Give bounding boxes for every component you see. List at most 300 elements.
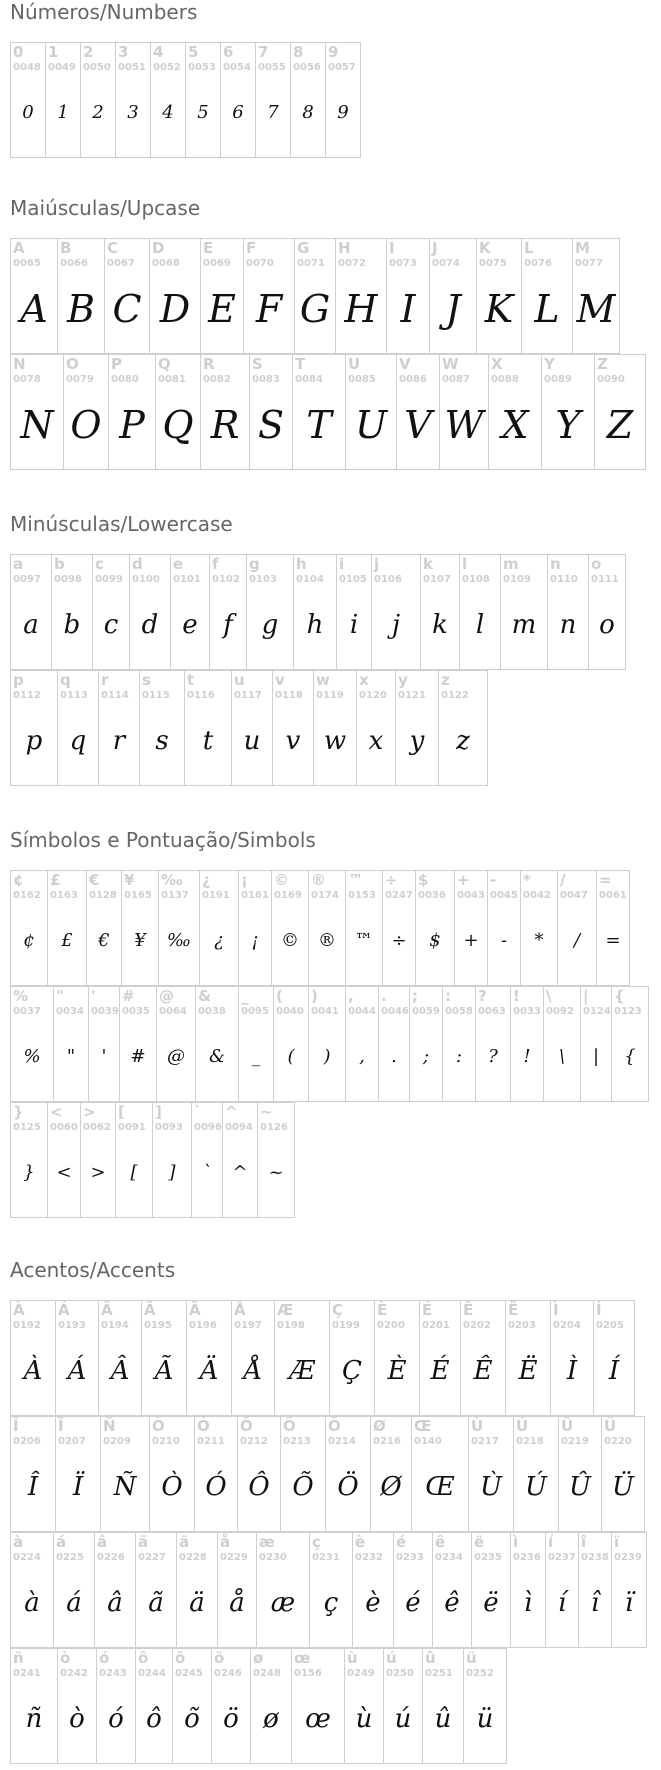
glyph-code: 0225 <box>56 1552 84 1563</box>
glyph-code: 0047 <box>560 890 588 901</box>
glyph-sample: ü <box>476 1704 494 1734</box>
glyph-code: 0125 <box>13 1122 41 1133</box>
glyph-label: Û <box>561 1417 574 1435</box>
glyph-cell <box>545 1532 579 1648</box>
glyph-code: 0112 <box>13 690 41 701</box>
glyph-sample: Â <box>110 1356 130 1386</box>
glyph-label: m <box>503 555 519 573</box>
glyph-cell <box>209 554 247 670</box>
glyph-code: 0156 <box>294 1668 322 1679</box>
glyph-cell <box>572 238 620 354</box>
glyph-cell <box>10 1300 56 1416</box>
glyph-cell <box>558 1416 602 1532</box>
glyph-code: 0113 <box>60 690 88 701</box>
glyph-code: 0070 <box>246 258 274 269</box>
glyph-sample: t <box>202 726 214 756</box>
glyph-code: 0193 <box>58 1320 86 1331</box>
glyph-sample: . <box>391 1046 397 1067</box>
glyph-code: 0040 <box>276 1006 304 1017</box>
glyph-code: 0086 <box>399 374 427 385</box>
glyph-code: 0201 <box>422 1320 450 1331</box>
glyph-cell <box>335 238 387 354</box>
glyph-label: P <box>111 355 122 373</box>
glyph-cell <box>186 1300 232 1416</box>
glyph-code: 0088 <box>491 374 519 385</box>
glyph-label: t <box>187 671 195 689</box>
glyph-sample: n <box>559 610 577 640</box>
glyph-code: 0203 <box>508 1320 536 1331</box>
glyph-sample: P <box>119 403 145 447</box>
glyph-cell <box>290 42 326 158</box>
glyph-code: 0197 <box>234 1320 262 1331</box>
glyph-label: / <box>560 871 566 889</box>
glyph-label: $ <box>418 871 429 889</box>
glyph-label: 8 <box>293 43 304 61</box>
glyph-sample: a <box>23 610 39 640</box>
glyph-label: F <box>246 239 257 257</box>
glyph-code: 0060 <box>50 1122 78 1133</box>
glyph-label: î <box>581 1533 587 1551</box>
glyph-code: 0079 <box>66 374 94 385</box>
glyph-cell <box>184 670 232 786</box>
glyph-label: Ó <box>197 1417 210 1435</box>
glyph-label: Á <box>58 1301 70 1319</box>
glyph-label: % <box>13 987 29 1005</box>
glyph-code: 0034 <box>56 1006 84 1017</box>
glyph-code: 0054 <box>223 62 251 73</box>
glyph-code: 0092 <box>546 1006 574 1017</box>
glyph-code: 0234 <box>435 1552 463 1563</box>
glyph-code: 0214 <box>328 1436 356 1447</box>
glyph-label: Ç <box>332 1301 344 1319</box>
glyph-label: é <box>396 1533 407 1551</box>
glyph-sample: u <box>243 726 261 756</box>
glyph-sample: ¿ <box>214 930 224 951</box>
glyph-code: 0055 <box>258 62 286 73</box>
glyph-sample: I <box>400 287 416 331</box>
glyph-cell <box>80 1102 116 1218</box>
glyph-sample: E <box>208 287 236 331</box>
glyph-label: D <box>152 239 165 257</box>
glyph-label: ¢ <box>13 871 24 889</box>
glyph-label: ] <box>155 1103 162 1121</box>
glyph-sample: Z <box>606 403 634 447</box>
glyph-cell <box>135 1648 173 1764</box>
glyph-label: Œ <box>414 1417 432 1435</box>
glyph-code: 0195 <box>144 1320 172 1331</box>
glyph-code: 0218 <box>516 1436 544 1447</box>
glyph-sample: H <box>344 287 378 331</box>
glyph-sample: % <box>23 1046 41 1067</box>
glyph-label: â <box>97 1533 108 1551</box>
glyph-cell <box>108 354 156 470</box>
glyph-sample: x <box>368 726 384 756</box>
glyph-code: 0230 <box>259 1552 287 1563</box>
glyph-code: 0036 <box>418 890 446 901</box>
glyph-label: z <box>441 671 450 689</box>
glyph-sample: ‰ <box>166 930 192 951</box>
glyph-code: 0207 <box>58 1436 86 1447</box>
glyph-sample: b <box>63 610 81 640</box>
glyph-cell <box>195 986 239 1102</box>
glyph-cell <box>274 1300 330 1416</box>
glyph-sample: ¥ <box>134 930 146 951</box>
glyph-cell <box>149 1416 195 1532</box>
glyph-label: 1 <box>48 43 59 61</box>
glyph-label: A <box>13 239 25 257</box>
glyph-label: Ë <box>508 1301 519 1319</box>
glyph-label: # <box>122 987 135 1005</box>
glyph-cell <box>10 238 58 354</box>
glyph-code: 0089 <box>544 374 572 385</box>
glyph-cell <box>463 1648 507 1764</box>
glyph-cell <box>291 1648 345 1764</box>
glyph-cell <box>10 1102 48 1218</box>
glyph-cell <box>243 238 295 354</box>
glyph-code: 0046 <box>381 1006 409 1017</box>
glyph-label: á <box>56 1533 67 1551</box>
glyph-sample: ÷ <box>391 930 407 951</box>
glyph-cell <box>211 1648 251 1764</box>
glyph-cell <box>272 670 314 786</box>
glyph-code: 0082 <box>203 374 231 385</box>
glyph-cell <box>442 986 476 1102</box>
glyph-label: & <box>198 987 212 1005</box>
glyph-label: ; <box>412 987 418 1005</box>
section-title: Minúsculas/Lowercase <box>10 512 233 536</box>
glyph-sample: K <box>484 287 514 331</box>
glyph-label: ö <box>214 1649 225 1667</box>
glyph-sample: C <box>112 287 142 331</box>
glyph-cell <box>231 670 273 786</box>
glyph-label: ‰ <box>161 871 183 889</box>
glyph-code: 0073 <box>389 258 417 269</box>
glyph-label: } <box>13 1103 24 1121</box>
glyph-sample: > <box>90 1162 106 1183</box>
glyph-label: k <box>423 555 433 573</box>
glyph-cell <box>255 42 291 158</box>
glyph-label: Î <box>13 1417 19 1435</box>
glyph-label: 0 <box>13 43 24 61</box>
glyph-code: 0090 <box>597 374 625 385</box>
glyph-row <box>10 1102 295 1218</box>
glyph-cell <box>199 870 239 986</box>
glyph-cell <box>47 1102 81 1218</box>
glyph-sample: 2 <box>92 102 104 123</box>
glyph-code: 0041 <box>311 1006 339 1017</box>
glyph-label: Ô <box>240 1417 253 1435</box>
glyph-code: 0137 <box>161 890 189 901</box>
glyph-cell <box>55 1416 101 1532</box>
glyph-sample: Œ <box>425 1472 455 1502</box>
glyph-code: 0101 <box>173 574 201 585</box>
glyph-code: 0119 <box>316 690 344 701</box>
glyph-cell <box>271 870 309 986</box>
glyph-label: ù <box>347 1649 358 1667</box>
glyph-sample: , <box>359 1046 365 1067</box>
glyph-sample: ] <box>168 1162 176 1183</box>
glyph-sample: i <box>349 610 359 640</box>
glyph-code: 0098 <box>54 574 82 585</box>
glyph-label: 5 <box>188 43 199 61</box>
glyph-sample: 8 <box>302 102 314 123</box>
glyph-sample: k <box>432 610 448 640</box>
glyph-cell <box>476 238 522 354</box>
glyph-label: ø <box>253 1649 264 1667</box>
glyph-label: \ <box>546 987 552 1005</box>
glyph-code: 0099 <box>95 574 123 585</box>
glyph-cell <box>386 238 430 354</box>
glyph-code: 0087 <box>442 374 470 385</box>
glyph-row <box>10 42 361 158</box>
glyph-code: 0209 <box>103 1436 131 1447</box>
glyph-cell <box>88 986 120 1102</box>
glyph-sample: g <box>261 610 279 640</box>
glyph-code: 0068 <box>152 258 180 269</box>
glyph-sample: œ <box>305 1704 331 1734</box>
glyph-sample: h <box>306 610 324 640</box>
glyph-code: 0039 <box>91 1006 119 1017</box>
glyph-code: 0174 <box>311 890 339 901</box>
glyph-cell <box>336 554 372 670</box>
glyph-label: X <box>491 355 503 373</box>
glyph-sample: y <box>409 726 425 756</box>
glyph-label: s <box>142 671 151 689</box>
glyph-label: € <box>89 871 100 889</box>
glyph-code: 0211 <box>197 1436 225 1447</box>
glyph-label: q <box>60 671 71 689</box>
glyph-code: 0049 <box>48 62 76 73</box>
glyph-code: 0105 <box>339 574 367 585</box>
glyph-cell <box>588 554 626 670</box>
glyph-code: 0237 <box>548 1552 576 1563</box>
glyph-label: { <box>614 987 625 1005</box>
glyph-sample: Á <box>67 1356 87 1386</box>
glyph-code: 0035 <box>122 1006 150 1017</box>
glyph-label: 3 <box>118 43 129 61</box>
glyph-sample: = <box>605 930 621 951</box>
glyph-code: 0198 <box>277 1320 305 1331</box>
glyph-code: 0050 <box>83 62 111 73</box>
glyph-cell <box>345 354 397 470</box>
glyph-sample: ' <box>101 1046 107 1067</box>
glyph-label: à <box>13 1533 24 1551</box>
glyph-code: 0249 <box>347 1668 375 1679</box>
glyph-code: 0107 <box>423 574 451 585</box>
glyph-cell <box>170 554 210 670</box>
glyph-cell <box>578 1532 612 1648</box>
glyph-cell <box>325 1416 371 1532</box>
glyph-sample: # <box>130 1046 146 1067</box>
glyph-cell <box>543 986 581 1102</box>
glyph-code: 0196 <box>189 1320 217 1331</box>
glyph-sample: A <box>20 287 48 331</box>
glyph-sample: & <box>208 1046 226 1067</box>
glyph-sample: Å <box>243 1356 263 1386</box>
glyph-label: 6 <box>223 43 234 61</box>
glyph-code: 0059 <box>412 1006 440 1017</box>
glyph-label: ï <box>614 1533 620 1551</box>
glyph-sample: ™ <box>355 930 373 951</box>
glyph-label: Z <box>597 355 608 373</box>
glyph-code: 0250 <box>386 1668 414 1679</box>
glyph-code: 0169 <box>274 890 302 901</box>
glyph-cell <box>601 1416 645 1532</box>
glyph-row <box>10 870 630 986</box>
glyph-sample: ú <box>394 1704 412 1734</box>
glyph-sample: î <box>590 1588 600 1618</box>
glyph-label: ^ <box>225 1103 238 1121</box>
glyph-code: 0231 <box>312 1552 340 1563</box>
glyph-sample: e <box>182 610 198 640</box>
glyph-label: M <box>575 239 590 257</box>
glyph-label: - <box>490 871 497 889</box>
glyph-cell <box>438 670 488 786</box>
glyph-label: ) <box>311 987 318 1005</box>
glyph-label: v <box>275 671 285 689</box>
glyph-label: p <box>13 671 24 689</box>
glyph-sample: ñ <box>25 1704 43 1734</box>
glyph-cell <box>513 1416 559 1532</box>
glyph-label: _ <box>241 987 249 1005</box>
glyph-cell <box>345 870 383 986</box>
glyph-cell <box>292 354 346 470</box>
glyph-cell <box>150 42 186 158</box>
glyph-label: + <box>457 871 470 889</box>
glyph-code: 0109 <box>503 574 531 585</box>
glyph-code: 0045 <box>490 890 518 901</box>
glyph-row <box>10 1416 645 1532</box>
glyph-sample: N <box>20 403 54 447</box>
glyph-sample: S <box>257 403 285 447</box>
glyph-code: 0121 <box>398 690 426 701</box>
glyph-sample: : <box>455 1046 463 1067</box>
glyph-cell <box>10 354 64 470</box>
glyph-label: û <box>425 1649 436 1667</box>
glyph-sample: 3 <box>127 102 139 123</box>
glyph-code: 0095 <box>241 1006 269 1017</box>
glyph-sample: ù <box>355 1704 373 1734</box>
glyph-cell <box>98 1300 142 1416</box>
glyph-cell <box>238 986 274 1102</box>
glyph-sample: ó <box>108 1704 124 1734</box>
glyph-cell <box>550 1300 594 1416</box>
glyph-sample: é <box>405 1588 421 1618</box>
glyph-sample: ) <box>323 1046 331 1067</box>
glyph-cell <box>429 238 477 354</box>
glyph-code: 0058 <box>445 1006 473 1017</box>
glyph-sample: { <box>624 1046 636 1067</box>
glyph-label: ¥ <box>124 871 135 889</box>
glyph-code: 0126 <box>260 1122 288 1133</box>
glyph-label: ~ <box>260 1103 273 1121</box>
glyph-code: 0233 <box>396 1552 424 1563</box>
glyph-label: y <box>398 671 408 689</box>
glyph-cell <box>231 1300 275 1416</box>
glyph-sample: c <box>103 610 119 640</box>
glyph-code: 0161 <box>241 890 269 901</box>
glyph-cell <box>309 1532 353 1648</box>
glyph-label: í <box>548 1533 554 1551</box>
glyph-row <box>10 554 626 670</box>
glyph-label: S <box>252 355 263 373</box>
glyph-cell <box>156 986 196 1102</box>
glyph-sample: ã <box>148 1588 164 1618</box>
glyph-sample: 1 <box>57 102 69 123</box>
glyph-label: ç <box>312 1533 321 1551</box>
glyph-cell <box>344 1648 384 1764</box>
glyph-label: 2 <box>83 43 94 61</box>
glyph-cell <box>53 986 89 1102</box>
glyph-cell <box>237 1416 281 1532</box>
glyph-label: ¡ <box>241 871 248 889</box>
glyph-code: 0251 <box>425 1668 453 1679</box>
glyph-code: 0100 <box>132 574 160 585</box>
glyph-code: 0065 <box>13 258 41 269</box>
glyph-sample: Æ <box>288 1356 316 1386</box>
glyph-cell <box>475 986 511 1102</box>
glyph-sample: ~ <box>268 1162 284 1183</box>
glyph-sample: l <box>475 610 485 640</box>
glyph-sample: Ã <box>154 1356 174 1386</box>
glyph-cell <box>505 1300 551 1416</box>
glyph-code: 0051 <box>118 62 146 73</box>
glyph-code: 0069 <box>203 258 231 269</box>
glyph-label: n <box>550 555 561 573</box>
glyph-sample: Ê <box>473 1356 493 1386</box>
glyph-sample: X <box>501 403 529 447</box>
glyph-cell <box>500 554 548 670</box>
glyph-label: r <box>101 671 109 689</box>
glyph-code: 0108 <box>462 574 490 585</box>
glyph-label: K <box>479 239 491 257</box>
glyph-cell <box>158 870 200 986</box>
glyph-sample: D <box>159 287 191 331</box>
glyph-sample: Î <box>27 1472 39 1502</box>
glyph-cell <box>10 554 52 670</box>
glyph-sample: ? <box>488 1046 498 1067</box>
glyph-sample: © <box>281 930 299 951</box>
glyph-label: ! <box>513 987 520 1005</box>
glyph-cell <box>420 554 460 670</box>
glyph-cell <box>119 986 157 1102</box>
glyph-sample: V <box>404 403 432 447</box>
glyph-code: 0246 <box>214 1668 242 1679</box>
glyph-cell <box>510 986 544 1102</box>
glyph-sample: ^ <box>232 1162 248 1183</box>
glyph-code: 0074 <box>432 258 460 269</box>
glyph-cell <box>94 1532 136 1648</box>
glyph-label: È <box>377 1301 388 1319</box>
glyph-cell <box>415 870 455 986</box>
glyph-code: 0241 <box>13 1668 41 1679</box>
glyph-code: 0062 <box>83 1122 111 1133</box>
glyph-code: 0199 <box>332 1320 360 1331</box>
glyph-sample: G <box>299 287 331 331</box>
glyph-sample: d <box>141 610 159 640</box>
glyph-cell <box>100 1416 150 1532</box>
glyph-label: l <box>462 555 468 573</box>
glyph-cell <box>149 238 201 354</box>
glyph-cell <box>454 870 488 986</box>
glyph-code: 0226 <box>97 1552 125 1563</box>
glyph-label: £ <box>50 871 61 889</box>
glyph-cell <box>611 1532 647 1648</box>
glyph-code: 0080 <box>111 374 139 385</box>
glyph-cell <box>293 554 337 670</box>
glyph-code: 0153 <box>348 890 376 901</box>
glyph-code: 0194 <box>101 1320 129 1331</box>
